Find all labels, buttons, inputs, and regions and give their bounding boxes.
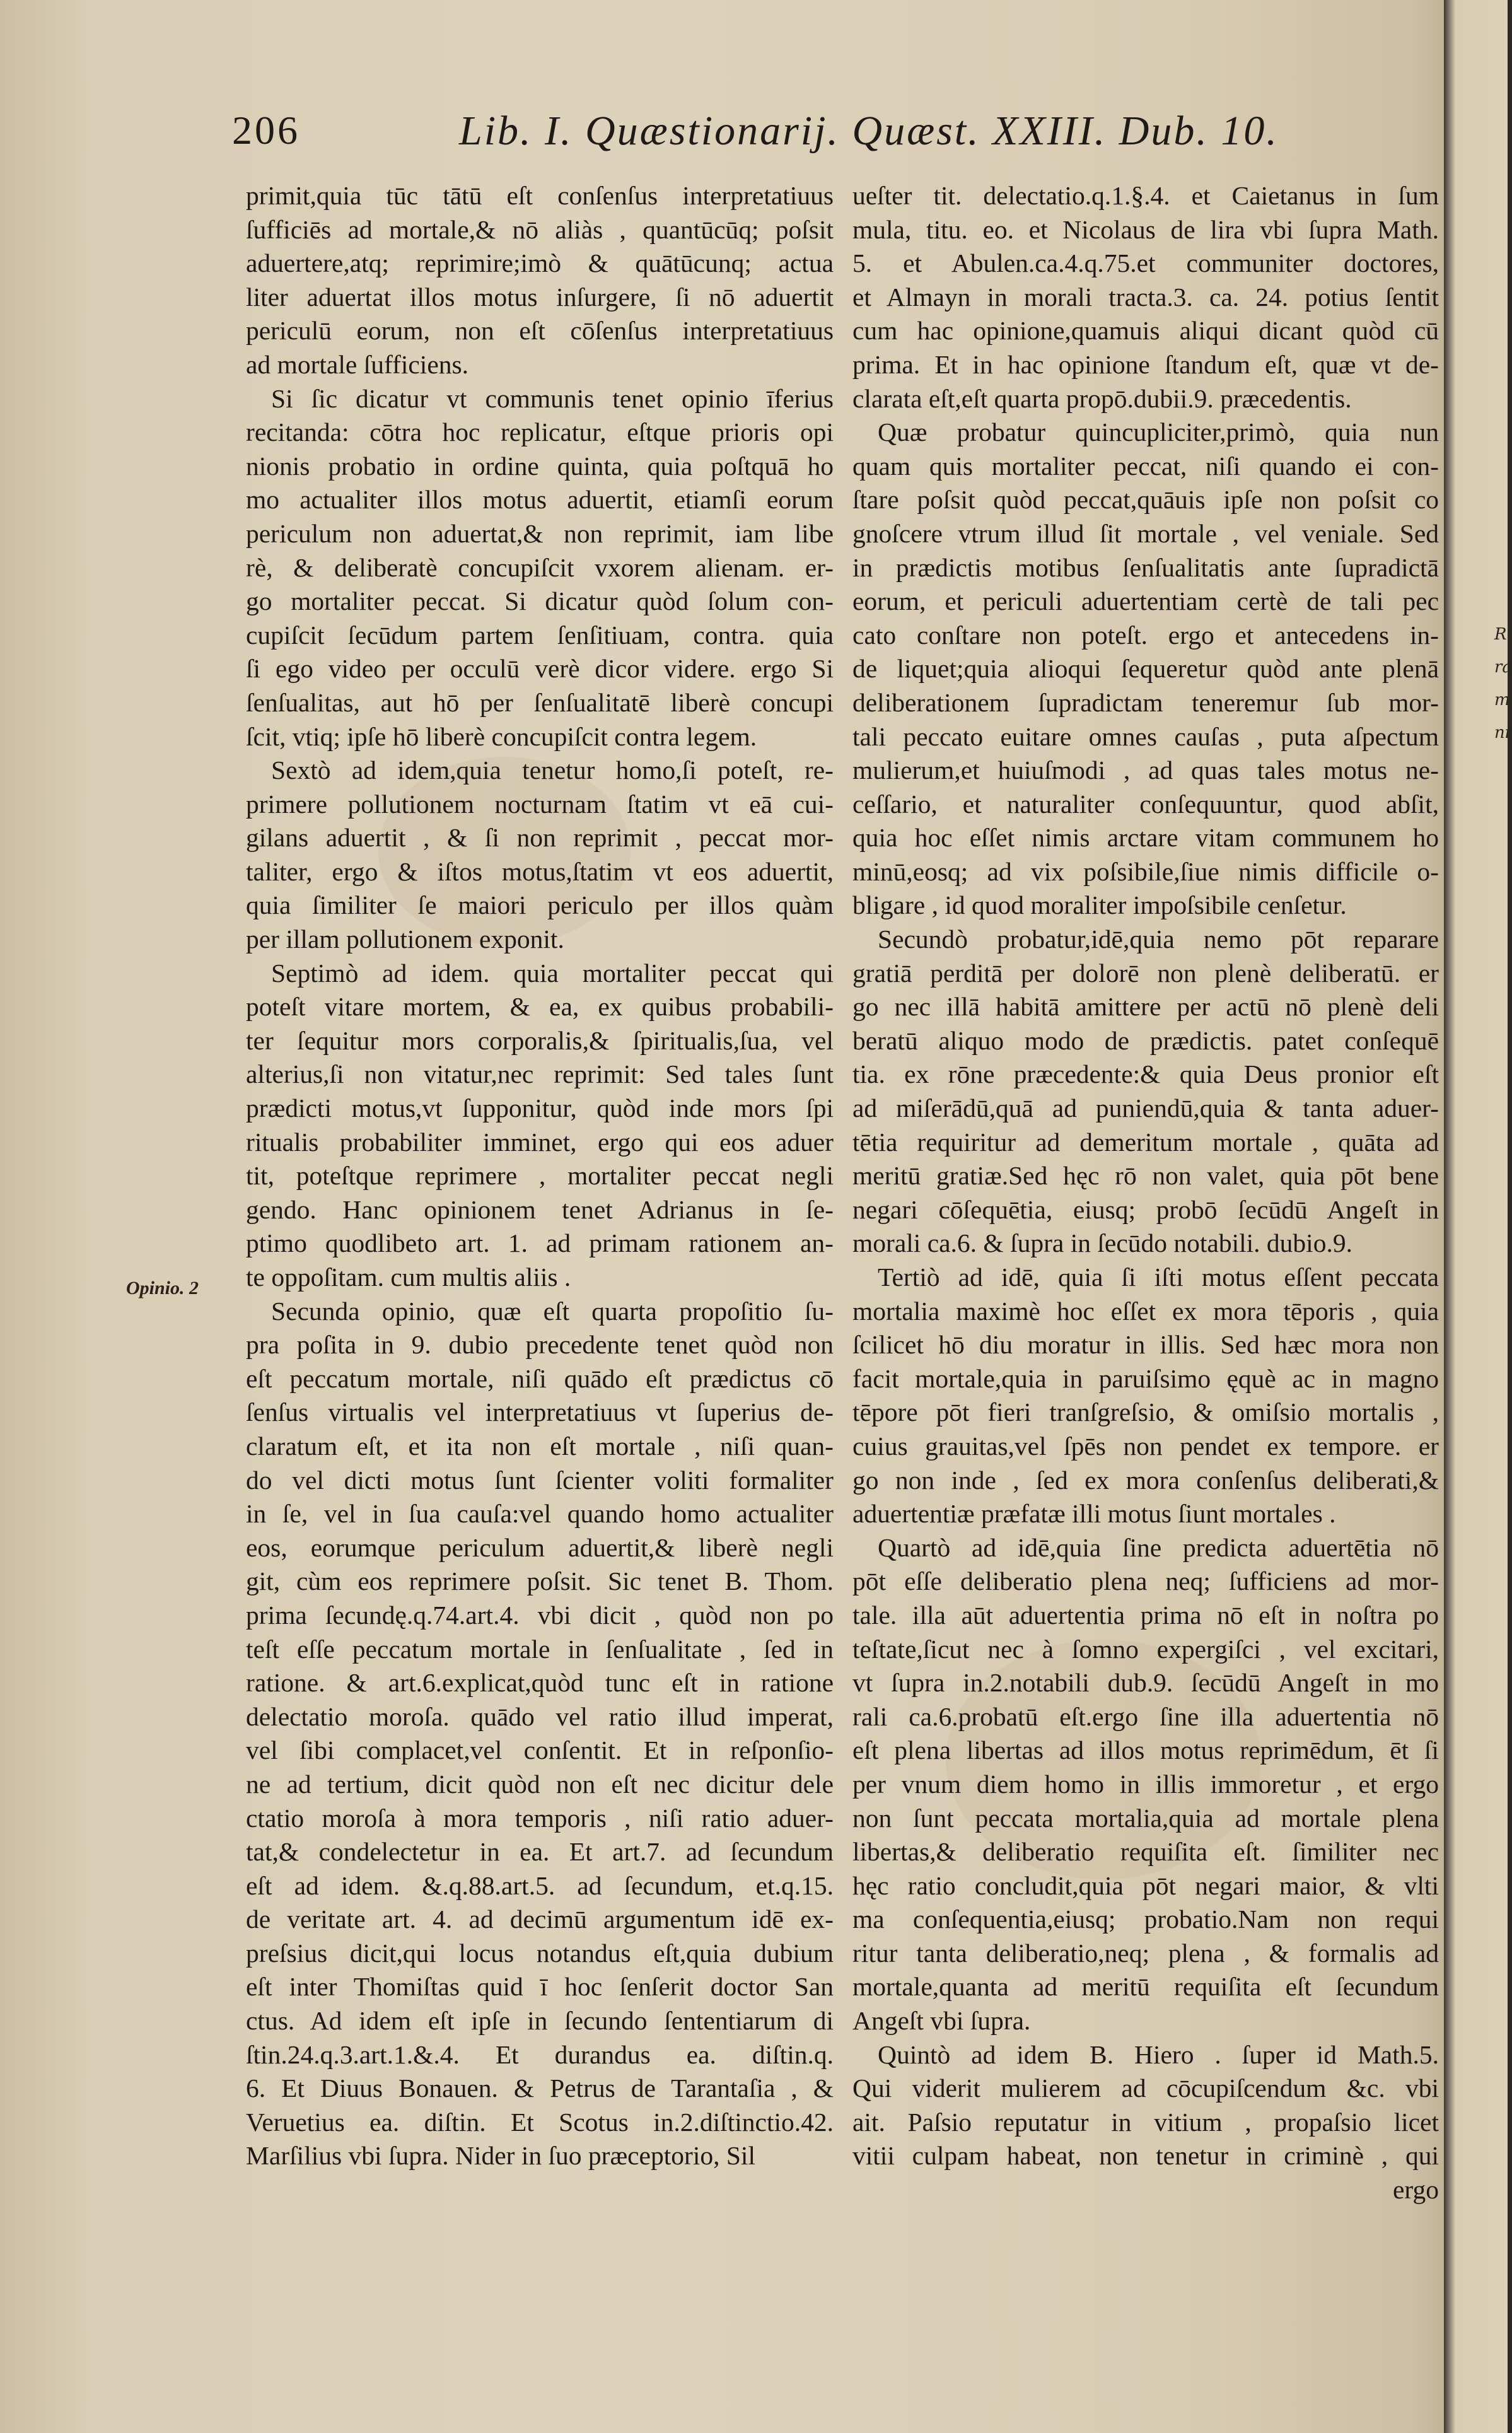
text-line: Secunda opinio, quæ eſt quarta propoſitio ſu- <box>271 1296 834 1326</box>
text-line: morali ca.6. & ſupra in ſecūdo notabili. dubio.9. <box>852 1228 1352 1258</box>
text-line: Angeſt vbi ſupra. <box>852 2006 1031 2036</box>
text-line: ad mortale ſufficiens. <box>246 349 469 379</box>
text-line: preſsius dicit,qui locus notandus eſt,quia dubium <box>246 1938 834 1968</box>
text-line: pra poſita in 9. dubio precedente tenet quòd non <box>246 1330 834 1360</box>
text-line: gnoſcere vtrum illud ſit mortale , vel veniale. Sed <box>852 518 1439 548</box>
text-line: go mortaliter peccat. Si dicatur quòd ſolum con- <box>246 586 834 616</box>
text-line: te oppoſitam. cum multis aliis . <box>246 1263 571 1292</box>
text-line: ter ſequitur mors corporalis,& ſpiritualis,ſua, vel <box>246 1025 834 1055</box>
text-line: 5. et Abulen.ca.4.q.75.et communiter doctores, <box>852 248 1439 278</box>
text-line: tale. illa aūt aduertentia prima nō eſt in noſtra po <box>852 1600 1439 1630</box>
text-line: quia ſimiliter ſe maiori periculo per illos quàm <box>246 890 834 920</box>
text-line: ait. Paſsio reputatur in vitium , propaſsio licet <box>852 2107 1439 2137</box>
text-line: in prædictis motibus ſenſualitatis ante ſupradictā <box>852 552 1439 582</box>
text-line: delectatio moroſa. quādo vel ratio illud imperat, <box>246 1701 834 1731</box>
text-line: Secundò probatur,idē,quia nemo pōt reparare <box>878 925 1439 954</box>
text-line: ueſter tit. delectatio.q.1.§.4. et Caietanus in ſum <box>852 181 1439 210</box>
text-line: alterius,ſi non vitatur,nec reprimit: Sed tales ſunt <box>246 1059 834 1089</box>
text-line: cato conſtare non poteſt. ergo et antecedens in- <box>852 620 1439 650</box>
text-line: eſt inter Thomiſtas quid ī hoc ſenſerit doctor San <box>246 1972 834 2002</box>
text-line: ſcit, vtiq; ipſe hō liberè concupiſcit contra legem. <box>246 721 757 751</box>
text-line: ad miſerādū,quā ad puniendū,quia & tanta aduer- <box>852 1094 1439 1123</box>
text-line: Quæ probatur quincupliciter,primò, quia nun <box>878 417 1439 447</box>
text-line: Quintò ad idem B. Hiero . ſuper id Math.5. <box>878 2039 1439 2069</box>
text-line: bligare , id quod moraliter impoſsibile cenſetur. <box>852 890 1347 920</box>
text-line: prima ſecundę.q.74.art.4. vbi dicit , quòd non po <box>246 1600 834 1630</box>
text-line: periculum non aduertat,& non reprimit, iam libe <box>246 518 834 548</box>
text-line: do vel dicti motus ſunt ſcienter voliti formaliter <box>246 1465 834 1495</box>
text-line: periculū eorum, non eſt cōſenſus interpretatiuus <box>246 316 834 346</box>
text-line: tat,& condelectetur in ea. Et art.7. ad ſecundum <box>246 1837 834 1867</box>
text-line: et Almayn in morali tracta.3. ca. 24. potius ſentit <box>852 282 1439 312</box>
text-line: ne ad tertium, dicit quòd non eſt nec dicitur dele <box>246 1769 834 1799</box>
text-line: tia. ex rōne præcedente:& quia Deus pronior eſt <box>852 1059 1439 1089</box>
text-line: eſt plena libertas ad illos motus reprimēdum, ēt ſi <box>852 1736 1439 1765</box>
catchword: ergo <box>1393 2175 1439 2205</box>
text-line: ceſſario, et naturaliter conſequuntur, quod abſit, <box>852 789 1439 819</box>
text-line: vt ſupra in.2.notabili dub.9. ſecūdū Angeſt in mo <box>852 1668 1439 1698</box>
text-line: mula, titu. eo. et Nicolaus de lira vbi ſupra Math. <box>852 214 1439 244</box>
text-line: claratum eſt, et ita non eſt mortale , niſi quan- <box>246 1431 834 1461</box>
text-line: mortalia maximè hoc eſſet ex mora tēporis , quia <box>852 1296 1439 1326</box>
left-column <box>246 179 834 2173</box>
text-line: ctatio moroſa à mora temporis , niſi ratio aduer- <box>246 1803 834 1833</box>
page-header <box>232 107 1317 164</box>
text-line: ctus. Ad idem eſt ipſe in ſecundo ſententiarum di <box>246 2006 834 2036</box>
text-line: hęc ratio concludit,quia pōt negari maior, & vlti <box>852 1870 1439 1900</box>
text-line: nionis probatio in ordine quinta, quia poſtquā ho <box>246 451 834 481</box>
text-line: ſenſus virtualis vel interpretatiuus vt ſuperius de- <box>246 1397 834 1427</box>
text-line: beratū aliquo modo de prædictis. patet conſequē <box>852 1025 1439 1055</box>
text-line: Veruetius ea. diſtin. Et Scotus in.2.diſtinctio.42. <box>246 2107 834 2137</box>
text-line: gratiā perditā per dolorē non plenè deliberatū. er <box>852 958 1439 988</box>
text-line: prædicti motus,vt ſupponitur, quòd inde mors ſpi <box>246 1094 834 1123</box>
next-page-edge <box>1444 0 1512 2433</box>
text-line: poteſt vitare mortem, & ea, ex quibus probabili- <box>246 992 834 1022</box>
text-line: gilans aduertit , & ſi non reprimit , peccat mor- <box>246 823 834 853</box>
text-line: quam quis mortaliter peccat, niſi quando ei con- <box>852 451 1439 481</box>
text-line: per illam pollutionem exponit. <box>246 925 564 954</box>
text-line: tit, poteſtque reprimere , mortaliter peccat negli <box>246 1161 834 1191</box>
text-line: recitanda: cōtra hoc replicatur, eſtque prioris opi <box>246 417 834 447</box>
text-line: go nec illā habitā amittere per actū nō plenè deli <box>852 992 1439 1022</box>
text-line: clarata eſt,eſt quarta propō.dubii.9. præcedentis. <box>852 383 1352 413</box>
text-line: facit mortale,quia in paruiſsimo ęquè ac in magno <box>852 1363 1439 1393</box>
text-line: go non inde , ſed ex mora conſenſus deliberati,& <box>852 1465 1439 1495</box>
text-line: mortale,quanta ad meritū requiſita eſt ſecundum <box>852 1972 1439 2002</box>
text-line: non ſunt peccata mortalia,quia ad mortale plena <box>852 1803 1439 1833</box>
text-line: tēpore pōt fieri tranſgreſsio, & omiſsio mortalis , <box>852 1397 1439 1427</box>
marginal-note: Opinio. 2 <box>126 1278 199 1298</box>
text-line: teſt eſſe peccatum mortale in ſenſualitate , ſed in <box>246 1634 834 1664</box>
text-line: ritur tanta deliberatio,neq; plena , & formalis ad <box>852 1938 1439 1968</box>
text-line: Marſilius vbi ſupra. Nider in ſuo præceptorio, Sil <box>246 2141 755 2171</box>
text-line: eos, eorumque periculum aduertit,& liberè negli <box>246 1532 834 1562</box>
text-line: ſtare poſsit quòd peccat,quāuis ipſe non poſsit co <box>852 485 1439 515</box>
text-line: primere pollutionem nocturnam ſtatim vt eā cui- <box>246 789 834 819</box>
text-line: tētia requiritur ad demeritum mortale , quāta ad <box>852 1127 1439 1157</box>
text-line: Sextò ad idem,quia tenetur homo,ſi poteſt, re- <box>271 756 834 785</box>
text-line: tali peccato euitare omnes cauſas , puta aſpectum <box>852 721 1439 751</box>
text-line: negari cōſequētia, eiusq; probō ſecūdū Angeſt in <box>852 1194 1439 1224</box>
text-line: cum hac opinione,quamuis aliqui dicant quòd cū <box>852 316 1439 346</box>
text-line: ſtin.24.q.3.art.1.&.4. Et durandus ea. diſtin.q. <box>246 2039 834 2069</box>
text-line: teſtate,ſicut nec à ſomno expergiſci , vel excitari, <box>852 1634 1439 1664</box>
text-line: cupiſcit ſecūdum partem ſenſitiuam, contra. quia <box>246 620 834 650</box>
page-number: 206 <box>232 108 300 153</box>
text-line: de liquet;quia alioqui ſequeretur quòd ante plenā <box>852 654 1439 684</box>
text-line: liter aduertat illos motus inſurgere, ſi nō aduertit <box>246 282 834 312</box>
text-line: Septimò ad idem. quia mortaliter peccat qui <box>271 958 834 988</box>
text-line: per vnum diem homo in illis immoretur , et ergo <box>852 1769 1439 1799</box>
text-line: de veritate art. 4. ad decimū argumentum idē ex- <box>246 1905 834 1934</box>
text-line: vel ſibi complacet,vel conſentit. Et in reſponſio- <box>246 1736 834 1765</box>
text-line: Qui viderit mulierem ad cōcupiſcendum &c. vbi <box>852 2074 1439 2103</box>
text-line: rè, & deliberatè concupiſcit vxorem alienam. er- <box>246 552 834 582</box>
text-line: gendo. Hanc opinionem tenet Adrianus in ſe- <box>246 1194 834 1224</box>
text-line: git, cùm eos reprimere poſsit. Sic tenet B. Thom. <box>246 1567 834 1596</box>
text-line: quia hoc eſſet nimis arctare vitam communem ho <box>852 823 1439 853</box>
text-line: ratione. & art.6.explicat,quòd tunc eſt in ratione <box>246 1668 834 1698</box>
next-page-margin-text: R ra m ni <box>1494 625 1512 742</box>
text-line: taliter, ergo & iſtos motus,ſtatim vt eos aduertit, <box>246 856 834 886</box>
text-line: ma conſequentia,eiusq; probatio.Nam non requi <box>852 1905 1439 1934</box>
text-line: vitii culpam habeat, non tenetur in criminè , qui <box>852 2141 1439 2171</box>
right-column <box>852 179 1439 2207</box>
text-line: mo actualiter illos motus aduertit, etiamſi eorum <box>246 485 834 515</box>
running-title: Lib. I. Quæstionarij. Quæst. XXIII. Dub. 10. <box>459 108 1279 154</box>
text-line: libertas,& deliberatio requiſita eſt. ſimiliter nec <box>852 1837 1439 1867</box>
text-line: deliberationem ſupradictam teneremur ſub mor- <box>852 687 1439 717</box>
text-line: minū,eosq; ad vix poſsibile,ſiue nimis difficile o- <box>852 856 1439 886</box>
text-line: ſi ego video per occulū verè dicor videre. ergo Si <box>246 654 834 684</box>
text-line: ſufficiēs ad mortale,& nō aliàs , quantūcūq; poſsit <box>246 214 834 244</box>
text-line: cuius grauitas,vel ſpēs non pendet ex tempore. er <box>852 1431 1439 1461</box>
text-line: ptimo quodlibeto art. 1. ad primam rationem an- <box>246 1228 834 1258</box>
text-line: ſenſualitas, aut hō per ſenſualitatē liberè concupi <box>246 687 834 717</box>
text-line: mulierum,et huiuſmodi , ad quas tales motus ne- <box>852 756 1439 785</box>
text-line: Si ſic dicatur vt communis tenet opinio īferius <box>271 383 834 413</box>
text-line: prima. Et in hac opinione ſtandum eſt, quæ vt de- <box>852 349 1439 379</box>
text-line: primit,quia tūc tātū eſt conſenſus interpretatiuus <box>246 181 834 210</box>
text-line: ſcilicet hō diu moratur in illis. Sed hæc mora non <box>852 1330 1439 1360</box>
text-line: Tertiò ad idē, quia ſi iſti motus eſſent peccata <box>878 1263 1439 1292</box>
text-line: 6. Et Diuus Bonauen. & Petrus de Tarantaſia , & <box>246 2074 834 2103</box>
text-line: in ſe, vel in ſua cauſa:vel quando homo actualiter <box>246 1499 834 1529</box>
text-line: meritū gratiæ.Sed hęc rō non valet, quia pōt bene <box>852 1161 1439 1191</box>
text-line: rali ca.6.probatū eſt.ergo ſine illa aduertentia nō <box>852 1701 1439 1731</box>
text-line: eſt peccatum mortale, niſi quādo eſt prædictus cō <box>246 1363 834 1393</box>
text-line: ritualis probabiliter imminet, ergo qui eos aduer <box>246 1127 834 1157</box>
text-line: eſt ad idem. &.q.88.art.5. ad ſecundum, et.q.15. <box>246 1870 834 1900</box>
text-line: aduertentiæ præfatæ illi motus ſiunt mortales . <box>852 1499 1336 1529</box>
text-line: eorum, et periculi aduertentiam certè de tali pec <box>852 586 1439 616</box>
text-line: pōt eſſe deliberatio plena neq; ſufficiens ad mor- <box>852 1567 1439 1596</box>
text-line: aduertere,atq; reprimire;imò & quātūcunq; actua <box>246 248 834 278</box>
text-line: Quartò ad idē,quia ſine predicta aduertētia nō <box>878 1532 1439 1562</box>
